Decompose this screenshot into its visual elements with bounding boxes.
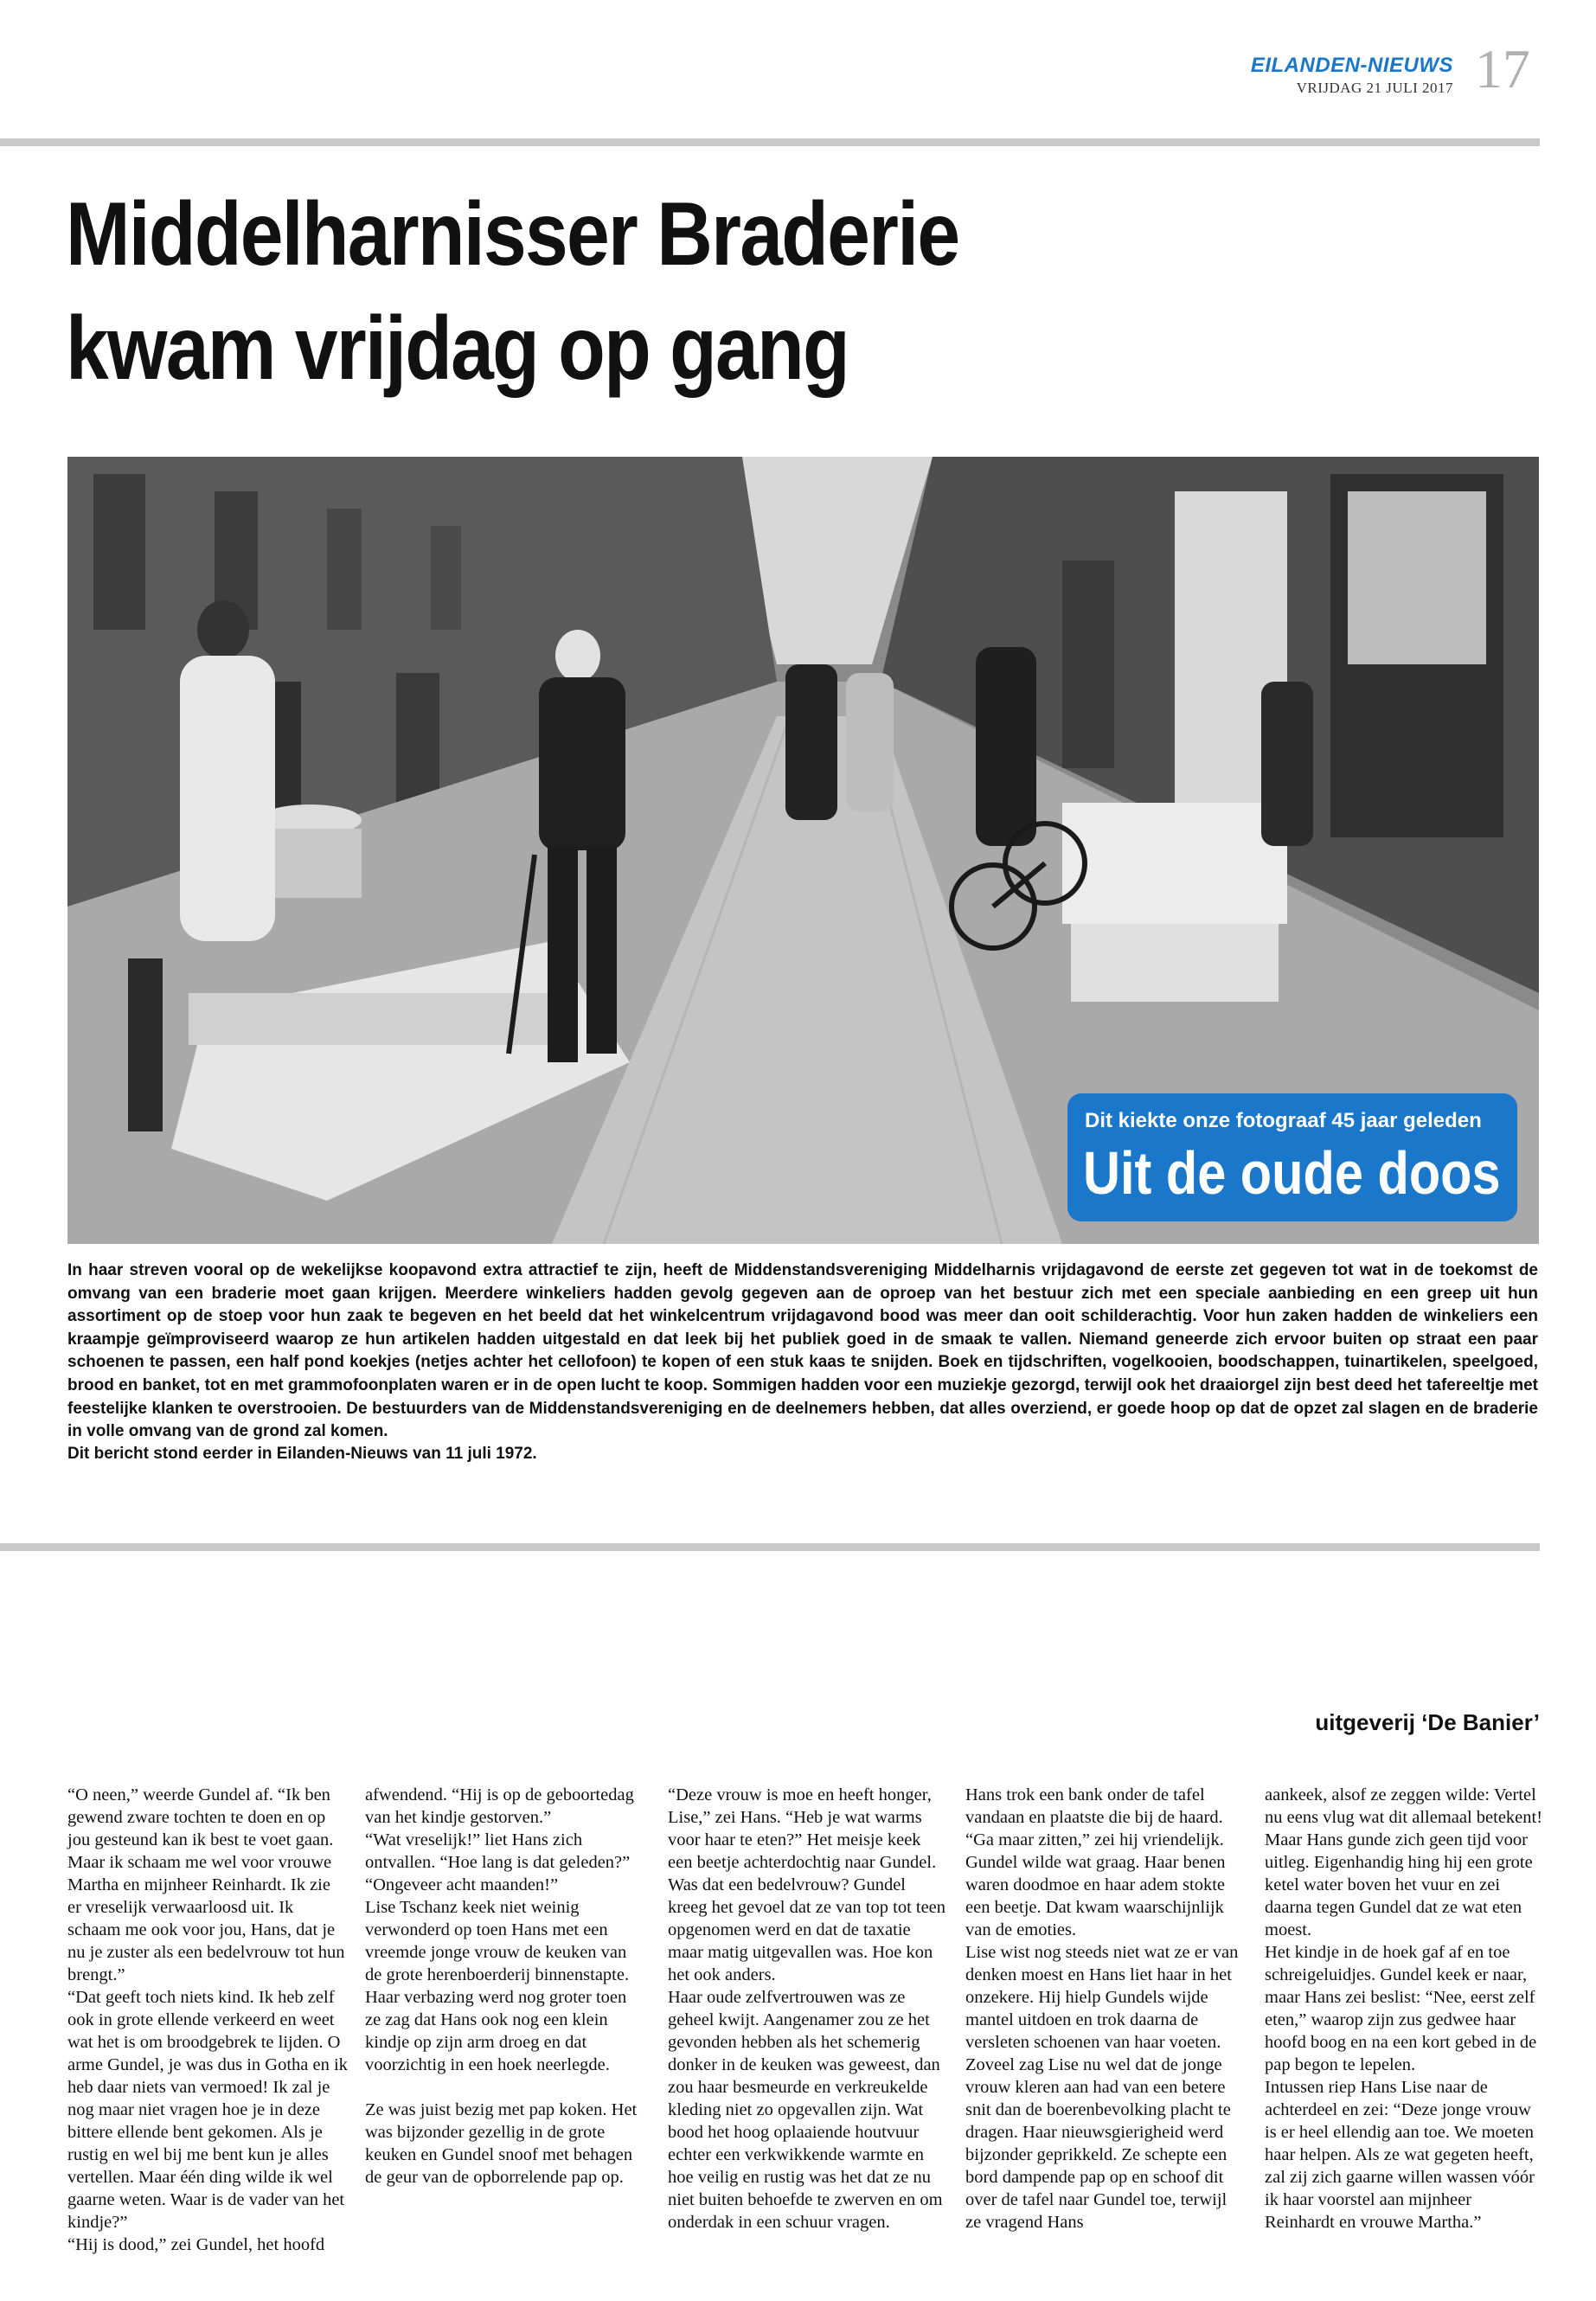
paragraph: “Ga maar zitten,” zei hij vriendelijk. Gundel wilde wat graag. Haar benen waren doodmoe en haar adem stokte een beetje. Dat kwam waarschijnlijk van de emoties. bbox=[965, 1830, 1226, 1939]
headline-line-2: kwam vrijdag op gang bbox=[66, 298, 849, 399]
issue-date: VRIJDAG 21 JULI 2017 bbox=[1296, 80, 1453, 96]
paragraph: “Deze vrouw is moe en heeft honger, Lise,” zei Hans. “Heb je wat warms voor haar te eten?” Het meisje keek een beetje achterdochtig naar Gundel. Was dat een bedelvrouw? Gundel kreeg het gevoel dat ze van top tot teen opgenomen werd en dat de taxatie maar matig uitgevallen was. Hoe kon het ook anders. bbox=[668, 1785, 946, 1984]
uit-de-oude-doos-badge bbox=[1067, 1093, 1517, 1221]
paragraph: Lise wist nog steeds niet wat ze er van denken moest en Hans liet haar in het onzekere. Hij hielp Gundels wijde mantel uitdoen en trok daarna de versleten schoenen van haar voeten. bbox=[965, 1943, 1239, 2052]
paragraph: aankeek, alsof ze zeggen wilde: Vertel nu eens vlug wat dit allemaal betekent! Maar Hans gunde zich geen tijd voor uitleg. Eigenhandig hing hij een grote ketel water boven het vuur en zei daarna tegen Gundel dat ze wat eten moest. bbox=[1265, 1785, 1543, 1939]
paragraph: afwendend. “Hij is op de geboortedag van het kindje gestorven.” bbox=[365, 1785, 634, 1827]
paragraph: “Wat vreselijk!” liet Hans zich ontvallen. “Hoe lang is dat geleden?” bbox=[365, 1830, 631, 1872]
serial-column-1 bbox=[67, 1784, 349, 2256]
serial-column-5 bbox=[1265, 1784, 1546, 2234]
masthead bbox=[1246, 54, 1453, 97]
paragraph: Het kindje in de hoek gaf af en toe schreigeluidjes. Gundel keek er naar, maar Hans zei beslist: “Nee, eerst zelf eten,” waarop zijn zus gedwee haar hoofd boog en na een kort gebed in de pap begon te lepelen. bbox=[1265, 1943, 1537, 2074]
serial-column-2 bbox=[365, 1784, 646, 2189]
paragraph: “Dat geeft toch niets kind. Ik heb zelf ook in grote ellende verkeerd en weet wat het is om broodgebrek te lijden. O arme Gundel, je was dus in Gotha en ik heb daar niets van vermoed! Ik zal je nog maar niet vragen hoe je in deze bittere ellende bent gekomen. Als je rustig en wel bij me bent kun je alles vertellen. Maar één ding wilde ik wel gaarne weten. Waar is de vader van het kindje?” bbox=[67, 1988, 348, 2232]
publisher-credit: uitgeverij ‘De Banier’ bbox=[1315, 1709, 1540, 1735]
serial-column-4 bbox=[965, 1784, 1247, 2234]
paragraph: Hans trok een bank onder de tafel vandaan en plaatste die bij de haard. bbox=[965, 1785, 1223, 1827]
badge-kicker: Dit kiekte onze fotograaf 45 jaar geleden bbox=[1085, 1109, 1482, 1132]
paragraph: Haar oude zelfvertrouwen was ze geheel kwijt. Aangenamer zou ze het gevonden hebben als het schemerig donker in de keuken was geweest, dan zou haar besmeurde en verkreukelde kleding niet zo opgevallen zijn. Wat bood het hoog oplaaiende houtvuur echter een verkwikkende warmte en hoe veilig en rustig was het dat ze nu niet buiten behoefde te zwerven en om onderdak in een schuur vragen. bbox=[668, 1988, 943, 2232]
paragraph: Intussen riep Hans Lise naar de achterdeel en zei: “Deze jonge vrouw is er heel ellendig aan toe. We moeten haar helpen. Als ze wat gegeten heeft, zal zij zich gaarne willen wassen vóór ik haar voorstel aan mijnheer Reinhardt en vrouwe Martha.” bbox=[1265, 2078, 1535, 2232]
paragraph: “O neen,” weerde Gundel af. “Ik ben gewend zware tochten te doen en op jou gesteund kan ik best te voet gaan. Maar ik schaam me wel voor vrouwe Martha en mijnheer Reinhardt. Ik zie er vreselijk verwaarloosd uit. Ik schaam me ook voor jou, Hans, dat je nu je zuster als een bedelvrouw tot hun brengt.” bbox=[67, 1785, 345, 1984]
paragraph: Zoveel zag Lise nu wel dat de jonge vrouw kleren aan had van een betere snit dan de boerenbevolking placht te dragen. Haar nieuwsgierigheid werd bijzonder geprikkeld. Ze schepte een bord dampende pap op en schoof dit over de tafel naar Gundel toe, terwijl ze vragend Hans bbox=[965, 2055, 1231, 2232]
paragraph: “Hij is dood,” zei Gundel, het hoofd bbox=[67, 2235, 325, 2254]
serial-column-3 bbox=[668, 1784, 949, 2234]
section-divider bbox=[0, 1543, 1540, 1551]
top-divider bbox=[0, 138, 1540, 146]
headline-line-1: Middelharnisser Braderie bbox=[66, 184, 959, 285]
article-source-note: Dit bericht stond eerder in Eilanden-Nieuws van 11 juli 1972. bbox=[67, 1445, 537, 1463]
page-title bbox=[66, 177, 1182, 406]
paragraph: “Ongeveer acht maanden!” bbox=[365, 1875, 559, 1894]
paragraph: Ze was juist bezig met pap koken. Het was bijzonder gezellig in de grote keuken en Gundel snoof met behagen de geur van de opborrelende pap op. bbox=[365, 2100, 638, 2187]
newspaper-logo: EILANDEN-NIEUWS bbox=[1250, 54, 1453, 77]
badge-title: Uit de oude doos bbox=[1083, 1139, 1501, 1207]
paragraph: Lise Tschanz keek niet weinig verwonderd op toen Hans met een vreemde jonge vrouw de keuken van de grote herenboerderij binnenstapte. Haar verbazing werd nog groter toen ze zag dat Hans ook nog een klein kindje op zijn arm droeg en dat voorzichtig in een hoek neerlegde. bbox=[365, 1898, 630, 2074]
article-intro: In haar streven vooral op de wekelijkse koopavond extra attractief te zijn, heeft de Middenstandsvereniging Middelharnis vrijdagavond de eerste zet gegeven tot wat in de toekomst de omvang van een braderie moet gaan krijgen. Meerdere winkeliers hadden gevolg gegeven aan de oproep van het bestuur zich met een speciale aanbieding en een greep uit hun assortiment op de stoep voor hun zaak te begeven en het beeld dat het winkelcentrum vrijdagavond bood was meer dan ooit schilderachtig. Voor hun zaken hadden de winkeliers een kraampje geïmproviseerd waarop ze hun artikelen hadden uitgestald en dat leek bij het publiek goed in de smaak te vallen. Niemand geneerde zich ervoor buiten op straat een paar schoenen te passen, een half pond koekjes (netjes achter het cellofoon) te kopen of een stuk kaas te snijden. Boek en tijdschriften, vogelkooien, boodschappen, tuinartikelen, speelgoed, brood en banket, tot en met grammofoonplaten waren er in de open lucht te koop. Sommigen hadden voor een muziekje gezorgd, terwijl ook het draaiorgel zijn best deed het tafereeltje met feestelijke klanken te overstrooien. De bestuurders van de Middenstandsvereniging en de deelnemers hebben, dat alles overziend, er goede hoop op dat de opzet zal slagen en de braderie in volle omvang van de grond zal komen. bbox=[67, 1261, 1538, 1441]
page-number: 17 bbox=[1475, 38, 1530, 99]
